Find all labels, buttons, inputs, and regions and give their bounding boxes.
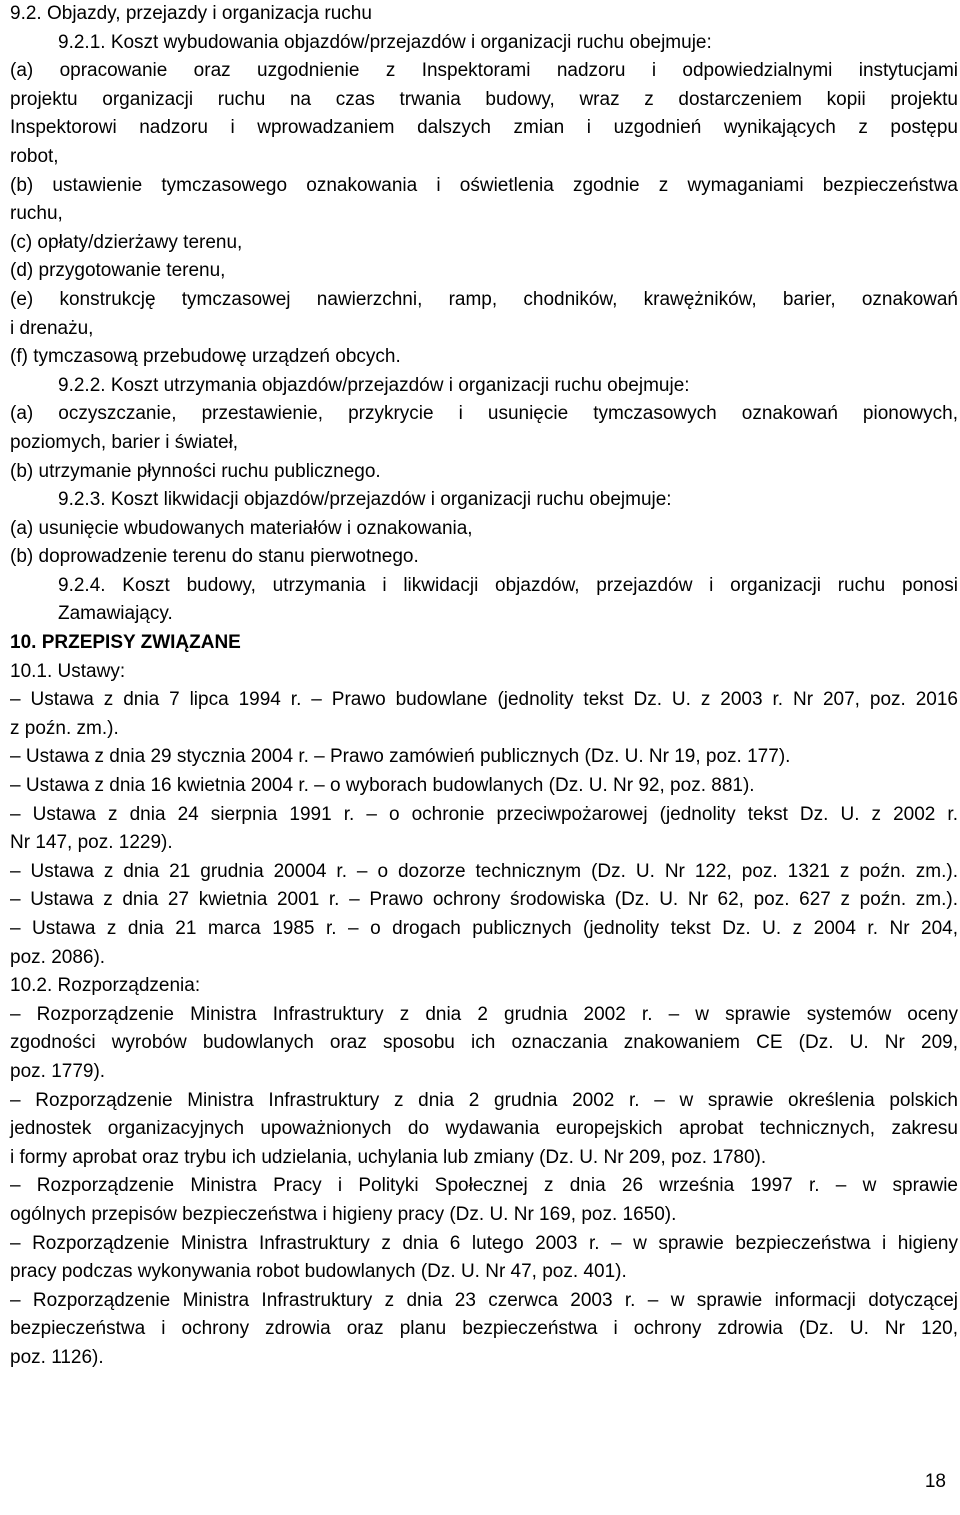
regulation-item: – Rozporządzenie Ministra Infrastruktury z dnia 23 czerwca 2003 r. – w sprawie informacji dotyczącej — [10, 1289, 958, 1311]
statute-item: – Ustawa z dnia 7 lipca 1994 r. – Prawo budowlane (jednolity tekst Dz. U. z 2003 r. Nr 207, poz. 2016 — [10, 689, 958, 711]
paragraph-9-2-1 — [10, 29, 958, 372]
page-number: 18 — [924, 1471, 946, 1492]
statute-item: – Ustawa z dnia 27 kwietnia 2001 r. – Prawo ochrony środowiska (Dz. U. Nr 62, poz. 627 z poźn. zm.). — [10, 889, 958, 911]
statute-item-continued: Nr 147, poz. 1229). — [10, 832, 173, 854]
paragraph-line: Zamawiający. — [58, 603, 173, 625]
regulation-item: – Rozporządzenie Ministra Infrastruktury z dnia 2 grudnia 2002 r. – w sprawie określenia polskich — [10, 1089, 958, 1111]
paragraph-line: 9.2.2. Koszt utrzymania objazdów/przejazdów i organizacji ruchu obejmuje: — [58, 374, 690, 396]
section-heading-10: 10. PRZEPISY ZWIĄZANE — [10, 632, 241, 654]
statute-item: – Ustawa z dnia 21 marca 1985 r. – o drogach publicznych (jednolity tekst Dz. U. z 2004 r. Nr 204, — [10, 918, 958, 939]
statute-item-continued: z poźn. zm.). — [10, 717, 119, 739]
regulation-item-continued: poz. 1126). — [10, 1346, 104, 1368]
section-heading-10-2: 10.2. Rozporządzenia: — [10, 975, 201, 997]
paragraph-line: (b) doprowadzenie terenu do stanu pierwotnego. — [10, 546, 419, 568]
regulation-item-continued: poz. 1779). — [10, 1060, 106, 1082]
paragraph-line: (f) tymczasową przebudowę urządzeń obcych. — [10, 346, 401, 368]
section-heading-10-1: 10.1. Ustawy: — [10, 660, 126, 682]
regulation-item-continued: bezpieczeństwa i ochrony zdrowia oraz planu bezpieczeństwa i ochrony zdrowia (Dz. U. Nr 120, — [10, 1318, 958, 1340]
regulation-item: – Rozporządzenie Ministra Pracy i Polityki Społecznej z dnia 26 września 1997 r. – w sprawie — [10, 1175, 958, 1197]
paragraph-line: projektu organizacji ruchu na czas trwania budowy, wraz z dostarczeniem kopii projektu — [10, 88, 958, 110]
regulation-item-continued: i formy aprobat oraz trybu ich udzielania, uchylania lub zmiany (Dz. U. Nr 209, poz. 1780). — [10, 1146, 767, 1168]
paragraph-line: poziomych, barier i świateł, — [10, 431, 239, 453]
paragraph-line: (b) utrzymanie płynności ruchu publicznego. — [10, 460, 381, 482]
paragraph-line: (d) przygotowanie terenu, — [10, 260, 226, 282]
regulation-item-continued: pracy podczas wykonywania robot budowlanych (Dz. U. Nr 47, poz. 401). — [10, 1261, 627, 1283]
paragraph-line: (b) ustawienie tymczasowego oznakowania i oświetlenia zgodnie z wymaganiami bezpieczeństwa — [10, 174, 958, 196]
regulations-list — [10, 1001, 958, 1373]
statute-item: – Ustawa z dnia 21 grudnia 20004 r. – o dozorze technicznym (Dz. U. Nr 122, poz. 1321 z poźn. zm.). — [10, 860, 958, 882]
section-heading-9-2: 9.2. Objazdy, przejazdy i organizacja ruchu — [10, 3, 372, 24]
regulation-item-continued: jednostek organizacyjnych upoważnionych do wydawania europejskich aprobat technicznych, zakresu — [10, 1118, 958, 1140]
statute-item: – Ustawa z dnia 29 stycznia 2004 r. – Prawo zamówień publicznych (Dz. U. Nr 19, poz. 177). — [10, 746, 791, 768]
paragraph-line: 9.2.4. Koszt budowy, utrzymania i likwidacji objazdów, przejazdów i organizacji ruchu ponosi — [58, 574, 958, 596]
paragraph-line: (a) oczyszczanie, przestawienie, przykrycie i usunięcie tymczasowych oznakowań pionowych, — [10, 403, 958, 425]
paragraph-line: robot, — [10, 145, 59, 167]
statute-item: – Ustawa z dnia 24 sierpnia 1991 r. – o ochronie przeciwpożarowej (jednolity tekst Dz. U. z 2002 r. — [10, 803, 958, 825]
paragraph-line: (c) opłaty/dzierżawy terenu, — [10, 231, 243, 253]
regulation-item-continued: ogólnych przepisów bezpieczeństwa i higieny pracy (Dz. U. Nr 169, poz. 1650). — [10, 1203, 677, 1225]
regulation-item: – Rozporządzenie Ministra Infrastruktury z dnia 2 grudnia 2002 r. – w sprawie systemów oceny — [10, 1003, 958, 1025]
paragraph-line: (a) usunięcie wbudowanych materiałów i oznakowania, — [10, 517, 473, 539]
statute-item-continued: poz. 2086). — [10, 946, 106, 968]
paragraph-line: (e) konstrukcję tymczasowej nawierzchni, ramp, chodników, krawężników, barier, oznakowań — [10, 288, 958, 310]
paragraph-line: (a) opracowanie oraz uzgodnienie z Inspektorami nadzoru i odpowiedzialnymi instytucjami — [10, 60, 958, 82]
statutes-list — [10, 686, 958, 972]
paragraph-line: i drenażu, — [10, 317, 94, 339]
paragraph-9-2-4 — [10, 572, 958, 629]
regulation-item-continued: zgodności wyrobów budowlanych oraz sposobu ich oznaczania znakowaniem CE (Dz. U. Nr 209, — [10, 1032, 958, 1054]
paragraph-line: 9.2.3. Koszt likwidacji objazdów/przejazdów i organizacji ruchu obejmuje: — [58, 489, 672, 511]
paragraph-line: 9.2.1. Koszt wybudowania objazdów/przejazdów i organizacji ruchu obejmuje: — [58, 31, 712, 53]
regulation-item: – Rozporządzenie Ministra Infrastruktury z dnia 6 lutego 2003 r. – w sprawie bezpieczeństwa i higieny — [10, 1232, 958, 1254]
paragraph-9-2-3 — [10, 486, 958, 572]
paragraph-line: Inspektorowi nadzoru i wprowadzaniem dalszych zmian i uzgodnień wynikających z postępu — [10, 117, 958, 139]
paragraph-9-2-2 — [10, 372, 958, 486]
document-page — [10, 0, 958, 1373]
paragraph-line: ruchu, — [10, 203, 63, 225]
statute-item: – Ustawa z dnia 16 kwietnia 2004 r. – o wyborach budowlanych (Dz. U. Nr 92, poz. 881). — [10, 775, 755, 797]
